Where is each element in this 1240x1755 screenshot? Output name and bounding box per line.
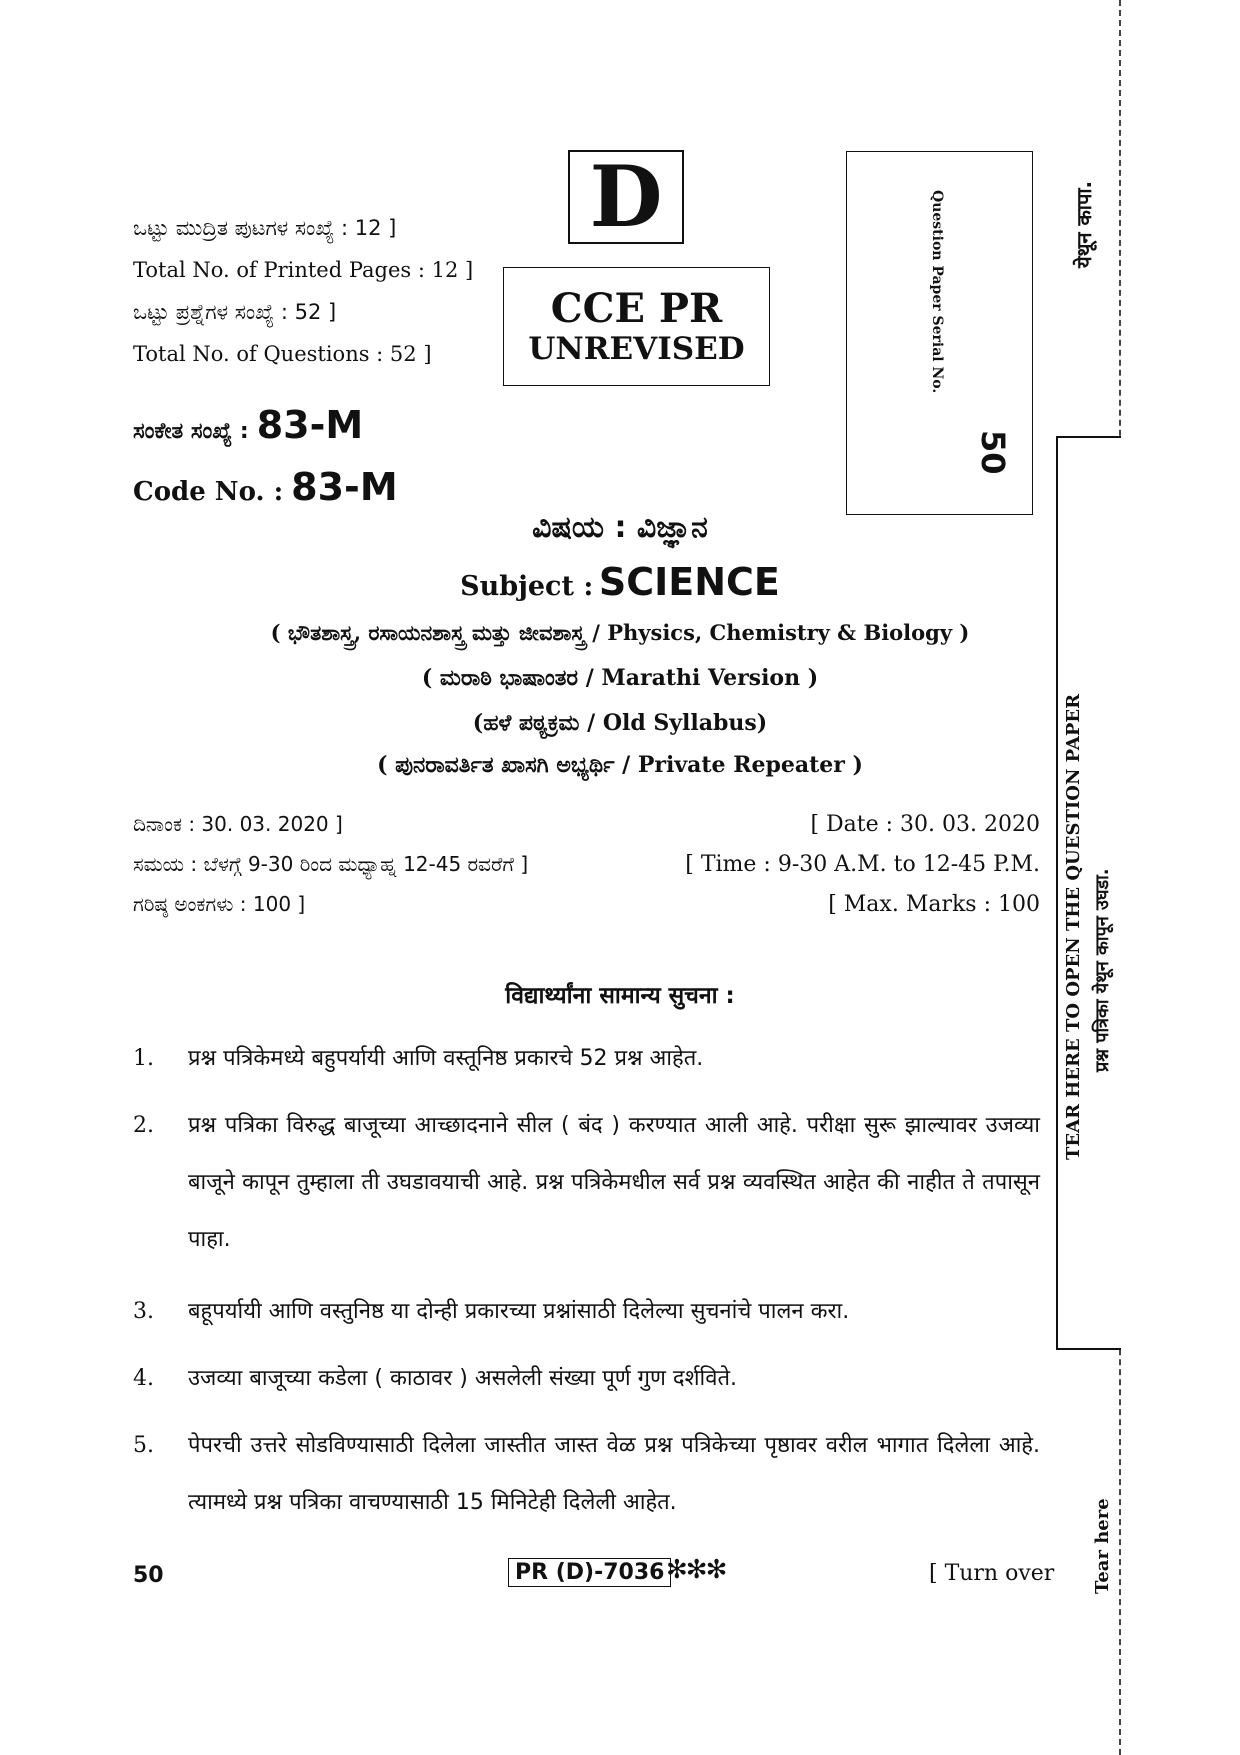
cce-subtitle: UNREVISED xyxy=(528,330,745,367)
time-english: [ Time : 9-30 A.M. to 12-45 P.M. xyxy=(685,852,1040,877)
instruction-number: 4. xyxy=(133,1366,154,1391)
time-kannada: ಸಮಯ : ಬೆಳಗ್ಗೆ 9-30 ರಿಂದ ಮಧ್ಯಾಹ್ನ 12-45 ರವರೆಗೆ ] xyxy=(133,852,529,876)
instruction-item xyxy=(133,1283,1040,1340)
subject-value: SCIENCE xyxy=(598,560,780,604)
instructions-title: विद्यार्थ्यांना सामान्य सुचना : xyxy=(505,983,735,1009)
code-number-english xyxy=(133,465,398,509)
instruction-text: प्रश्न पत्रिका विरुद्ध बाजूच्या आच्छादनाने सील ( बंद ) करण्यात आली आहे. परीक्षा सुरू झाल्यावर उजव्या बाजूने कापून तुम्हाला ती उघडावयाची आहे. प्रश्न पत्रिकेमधील सर्व प्रश्न व्यवस्थित आहेत की नाहीत ते तपासून पाहा. xyxy=(188,1113,1040,1252)
marks-row xyxy=(133,892,1040,917)
cce-title: CCE PR xyxy=(550,284,723,332)
tear-here-english: TEAR HERE TO OPEN THE QUESTION PAPER xyxy=(1063,693,1084,1160)
subject-kannada: ವಿಷಯ : ವಿಜ್ಞಾನ xyxy=(532,510,708,545)
instruction-item xyxy=(133,1030,1040,1087)
version-letter-box xyxy=(568,147,684,246)
code-label-english: Code No. : xyxy=(133,477,284,507)
paper-code: PR (D)-7036 xyxy=(508,1558,671,1587)
version-line: ( ಮರಾಠಿ ಭಾಷಾಂತರ / Marathi Version ) xyxy=(421,665,819,691)
subject-label: Subject : xyxy=(460,571,594,602)
turn-over-label: [ Turn over xyxy=(929,1561,1055,1586)
printed-pages-kannada: ಒಟ್ಟು ಮುದ್ರಿತ ಪುಟಗಳ ಸಂಖ್ಯೆ : 12 ] xyxy=(133,216,397,240)
code-value-english: 83-M xyxy=(291,465,398,509)
version-letter: D xyxy=(589,147,663,246)
serial-number: 50 xyxy=(974,430,1012,475)
syllabus-line: (ಹಳೆ ಪಠ್ಯಕ್ರಮ / Old Syllabus) xyxy=(472,710,768,736)
total-questions-english: Total No. of Questions : 52 ] xyxy=(133,342,432,366)
instruction-text: उजव्या बाजूच्या कडेला ( काठावर ) असलेली संख्या पूर्ण गुण दर्शविते. xyxy=(188,1366,738,1391)
instruction-item xyxy=(133,1097,1040,1268)
code-label-kannada: ಸಂಕೇತ ಸಂಖ್ಯೆ : xyxy=(133,419,249,444)
candidate-type-line: ( ಪುನರಾವರ್ತಿತ ಖಾಸಗಿ ಅಭ್ಯರ್ಥಿ / Private Repeater ) xyxy=(377,752,863,778)
instruction-number: 1. xyxy=(133,1046,154,1071)
instruction-number: 2. xyxy=(133,1113,154,1138)
asterism-mark: ✻✻✻ xyxy=(666,1555,726,1585)
subject-streams: ( ಭೌತಶಾಸ್ತ್ರ, ರಸಾಯನಶಾಸ್ತ್ರ ಮತ್ತು ಜೀವಶಾಸ್ತ್ರ / Physics, Chemistry & Biology ) xyxy=(270,620,970,645)
tear-here-label: Tear here xyxy=(1092,1498,1113,1594)
date-kannada: ದಿನಾಂಕ : 30. 03. 2020 ] xyxy=(133,812,343,836)
instruction-number: 5. xyxy=(133,1433,154,1458)
cut-here-marathi: येथून कापा. xyxy=(1072,180,1096,268)
cce-box xyxy=(503,267,770,386)
date-english: [ Date : 30. 03. 2020 xyxy=(810,812,1040,837)
tear-here-marathi: प्रश्न पत्रिका येथून कापून उघडा. xyxy=(1092,868,1113,1072)
marks-english: [ Max. Marks : 100 xyxy=(828,892,1040,917)
date-row xyxy=(133,812,1040,837)
instruction-number: 3. xyxy=(133,1299,154,1324)
instruction-item xyxy=(133,1350,1040,1407)
code-value-kannada: 83-M xyxy=(256,403,364,447)
instruction-text: बहूपर्यायी आणि वस्तुनिष्ठ या दोन्ही प्रकारच्या प्रश्नांसाठी दिलेल्या सुचनांचे पालन करा. xyxy=(188,1299,850,1324)
instruction-item xyxy=(133,1417,1040,1531)
serial-number-label: Question Paper Serial No. xyxy=(929,190,945,394)
instruction-text: प्रश्न पत्रिकेमध्ये बहुपर्यायी आणि वस्तूनिष्ठ प्रकारचे 52 प्रश्न आहेत. xyxy=(188,1046,704,1071)
instruction-text: पेपरची उत्तरे सोडविण्यासाठी दिलेला जास्तीत जास्त वेळ प्रश्न पत्रिकेच्या पृष्ठावर वरील भागात दिलेला आहे. त्यामध्ये प्रश्न पत्रिका वाचण्यासाठी 15 मिनिटेही दिलेली आहेत. xyxy=(188,1433,1040,1515)
time-row xyxy=(133,852,1040,877)
marks-kannada: ಗರಿಷ್ಠ ಅಂಕಗಳು : 100 ] xyxy=(133,892,306,916)
total-questions-kannada: ಒಟ್ಟು ಪ್ರಶ್ನೆಗಳ ಸಂಖ್ಯೆ : 52 ] xyxy=(133,300,337,324)
code-number-kannada xyxy=(133,403,363,447)
page-number: 50 xyxy=(133,1563,164,1588)
printed-pages-english: Total No. of Printed Pages : 12 ] xyxy=(133,258,474,282)
subject-english xyxy=(0,560,1240,604)
